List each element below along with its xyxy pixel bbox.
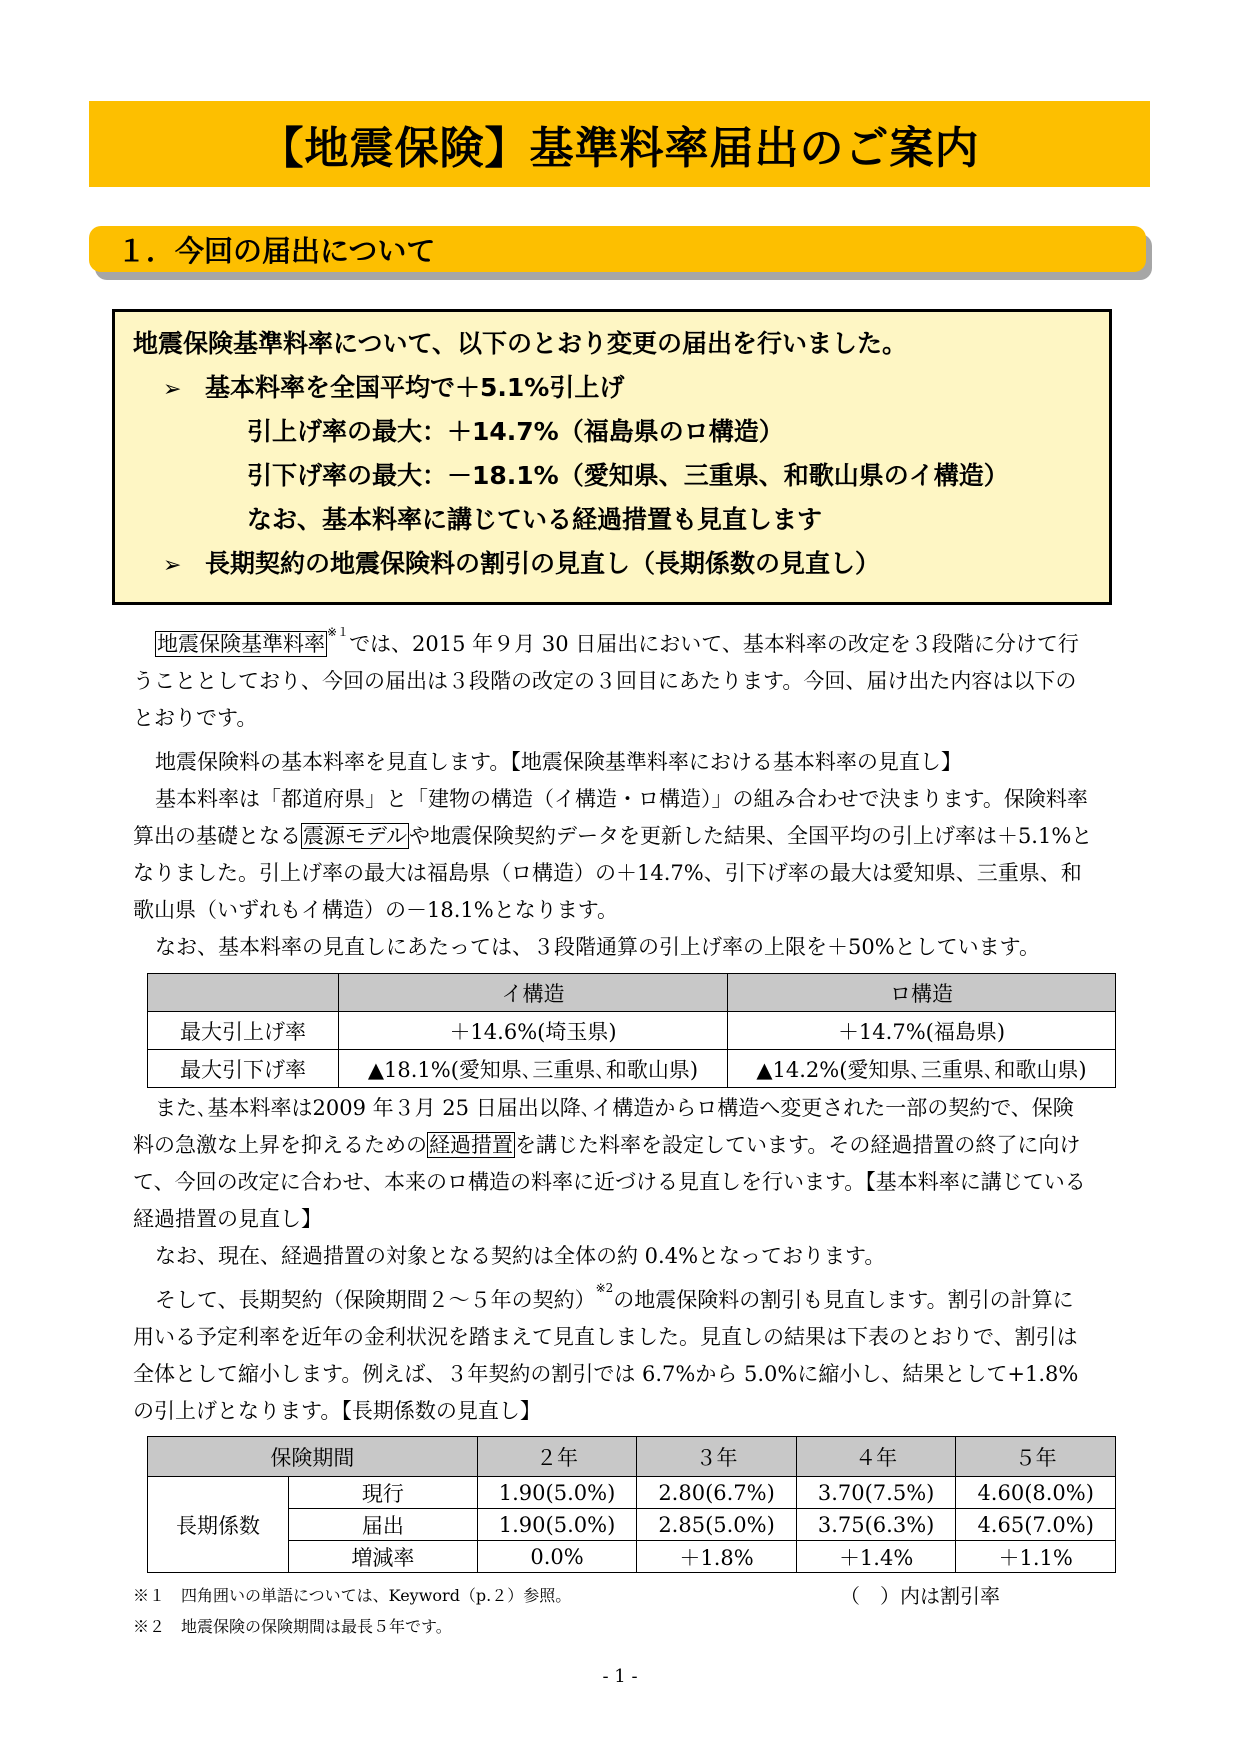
paragraph-6: なお、現在、経過措置の対象となる契約は全体の約 0.4%となっております。 xyxy=(155,1244,886,1268)
table-cell: 4.60(8.0%) xyxy=(956,1477,1116,1509)
paragraph-4: なお、基本料率の見直しにあたっては、３段階通算の引上げ率の上限を＋50%としています。 xyxy=(155,935,1040,959)
table-row xyxy=(148,1050,1116,1088)
footnote-2: ※２ 地震保険の保険期間は最長５年です。 xyxy=(133,1617,452,1636)
summary-bullet-1-text: 基本料率を全国平均で＋5.1%引上げ xyxy=(205,373,625,402)
paragraph-7 xyxy=(133,1282,1093,1430)
section-heading-text: １．今回の届出について xyxy=(117,233,436,268)
body-block-2 xyxy=(133,1090,1093,1430)
table-cell: ▲14.2%(愛知県､三重県､和歌山県) xyxy=(728,1050,1116,1088)
paragraph-7-text-a: そして、長期契約（保険期間２～５年の契約） xyxy=(155,1288,596,1312)
keyword-box: 震源モデル xyxy=(303,824,407,848)
paragraph-2: 地震保険料の基本料率を見直します。【地震保険基準料率における基本料率の見直し】 xyxy=(155,750,962,774)
table-row xyxy=(148,1477,1116,1509)
footnote-ref: ※2 xyxy=(595,1281,614,1295)
paragraph-3 xyxy=(133,781,1093,929)
table-cell: 2.85(5.0%) xyxy=(637,1509,797,1541)
paragraph-3-text-a: 基本料率は「都道府県」と「建物の構造（イ構造・ロ構造）」の組み合わせで決まります。保険料率算出の基礎となる xyxy=(133,787,1088,848)
summary-sub-1: 引上げ率の最大：＋14.7%（福島県のロ構造） xyxy=(247,417,784,446)
keyword-box: 地震保険基準料率 xyxy=(157,632,325,656)
table-row xyxy=(148,1509,1116,1541)
table-cell: ＋1.4% xyxy=(796,1541,956,1573)
table-cell: 2.80(6.7%) xyxy=(637,1477,797,1509)
title-banner xyxy=(89,101,1150,187)
table-header-cell: ５年 xyxy=(956,1437,1116,1477)
arrow-bullet-icon: ➢ xyxy=(163,553,182,578)
section-heading xyxy=(89,226,1146,272)
table-header-cell: ３年 xyxy=(637,1437,797,1477)
table-cell: 3.75(6.3%) xyxy=(796,1509,956,1541)
paragraph-5 xyxy=(133,1090,1093,1238)
table-cell: 1.90(5.0%) xyxy=(477,1509,637,1541)
summary-bullet-2-text: 長期契約の地震保険料の割引の見直し（長期係数の見直し） xyxy=(205,549,881,578)
summary-lead: 地震保険基準料率について、以下のとおり変更の届出を行いました。 xyxy=(133,329,908,358)
table-header-cell: ２年 xyxy=(477,1437,637,1477)
table-cell: 現行 xyxy=(289,1477,478,1509)
table-note: （ ）内は割引率 xyxy=(840,1584,1000,1608)
table-header-cell: ４年 xyxy=(796,1437,956,1477)
table-cell: 最大引上げ率 xyxy=(148,1012,339,1050)
paragraph-1 xyxy=(133,626,1093,737)
long-term-coefficient-table xyxy=(147,1436,1116,1573)
paragraph-3-text-b: や地震保険契約データを更新した結果、全国平均の引上げ率は＋5.1%となりました。引上げ率の最大は福島県（ロ構造）の＋14.7%、引下げ率の最大は愛知県、三重県、和歌山県（いずれもイ構造）の－18.1%となります。 xyxy=(133,824,1093,922)
paragraph-1-text: では、2015 年９月 30 日届出において、基本料率の改定を３段階に分けて行うこととしており、今回の届出は３段階の改定の３回目にあたります。今回、届け出た内容は以下のとおりです。 xyxy=(133,632,1079,730)
table-cell: ＋1.1% xyxy=(956,1541,1116,1573)
footnote-ref: ※１ xyxy=(327,625,350,639)
table-cell: 長期係数 xyxy=(148,1477,289,1573)
table-row xyxy=(148,1012,1116,1050)
summary-sub-2: 引下げ率の最大：－18.1%（愛知県、三重県、和歌山県のイ構造） xyxy=(247,461,1009,490)
summary-bullet-1 xyxy=(133,366,1091,410)
table-header-cell: ロ構造 xyxy=(728,974,1116,1012)
keyword-box: 経過措置 xyxy=(429,1133,513,1157)
table-cell: 届出 xyxy=(289,1509,478,1541)
table-cell: ▲18.1%(愛知県､三重県､和歌山県) xyxy=(339,1050,728,1088)
summary-bullet-2 xyxy=(133,542,1091,586)
paragraph-7-text-b: の地震保険料の割引も見直します。割引の計算に用いる予定利率を近年の金利状況を踏まえて見直しました。見直しの結果は下表のとおりで、割引は全体として縮小します。例えば、３年契約の割引では 6.7%から 5.0%に縮小し、結果として+1.8%の引上げとなります。【長期係数の見直し】 xyxy=(133,1288,1079,1423)
table-cell: 最大引下げ率 xyxy=(148,1050,339,1088)
paragraph-5-text-b: を講じた料率を設定しています。その経過措置の終了に向けて、今回の改定に合わせ、本来のロ構造の料率に近づける見直しを行います。【基本料率に講じている経過措置の見直し】 xyxy=(133,1133,1086,1231)
footnote-1: ※１ 四角囲いの単語については、Keyword（p.２）参照。 xyxy=(133,1586,572,1605)
paragraph-5-text-a: また､基本料率は2009 年３月 25 日届出以降､イ構造からロ構造へ変更された一部の契約で、保険料の急激な上昇を抑えるための xyxy=(133,1096,1074,1157)
rate-change-table xyxy=(147,973,1116,1088)
page-title: 【地震保険】基準料率届出のご案内 xyxy=(259,123,980,174)
table-cell: ＋1.8% xyxy=(637,1541,797,1573)
table-cell: ＋14.6%(埼玉県) xyxy=(339,1012,728,1050)
table-header-cell: イ構造 xyxy=(339,974,728,1012)
page-number: - 1 - xyxy=(602,1666,638,1687)
body-block-1 xyxy=(133,626,1093,966)
table-row xyxy=(148,1541,1116,1573)
table-cell: 増減率 xyxy=(289,1541,478,1573)
table-cell: ＋14.7%(福島県) xyxy=(728,1012,1116,1050)
summary-box xyxy=(112,309,1112,605)
summary-sub-3: なお、基本料率に講じている経過措置も見直します xyxy=(247,505,823,534)
table-cell: 0.0% xyxy=(477,1541,637,1573)
table-cell: 1.90(5.0%) xyxy=(477,1477,637,1509)
table-cell: 4.65(7.0%) xyxy=(956,1509,1116,1541)
table-cell: 3.70(7.5%) xyxy=(796,1477,956,1509)
arrow-bullet-icon: ➢ xyxy=(163,377,182,402)
table-header-cell xyxy=(148,974,339,1012)
table-header-cell: 保険期間 xyxy=(148,1437,478,1477)
